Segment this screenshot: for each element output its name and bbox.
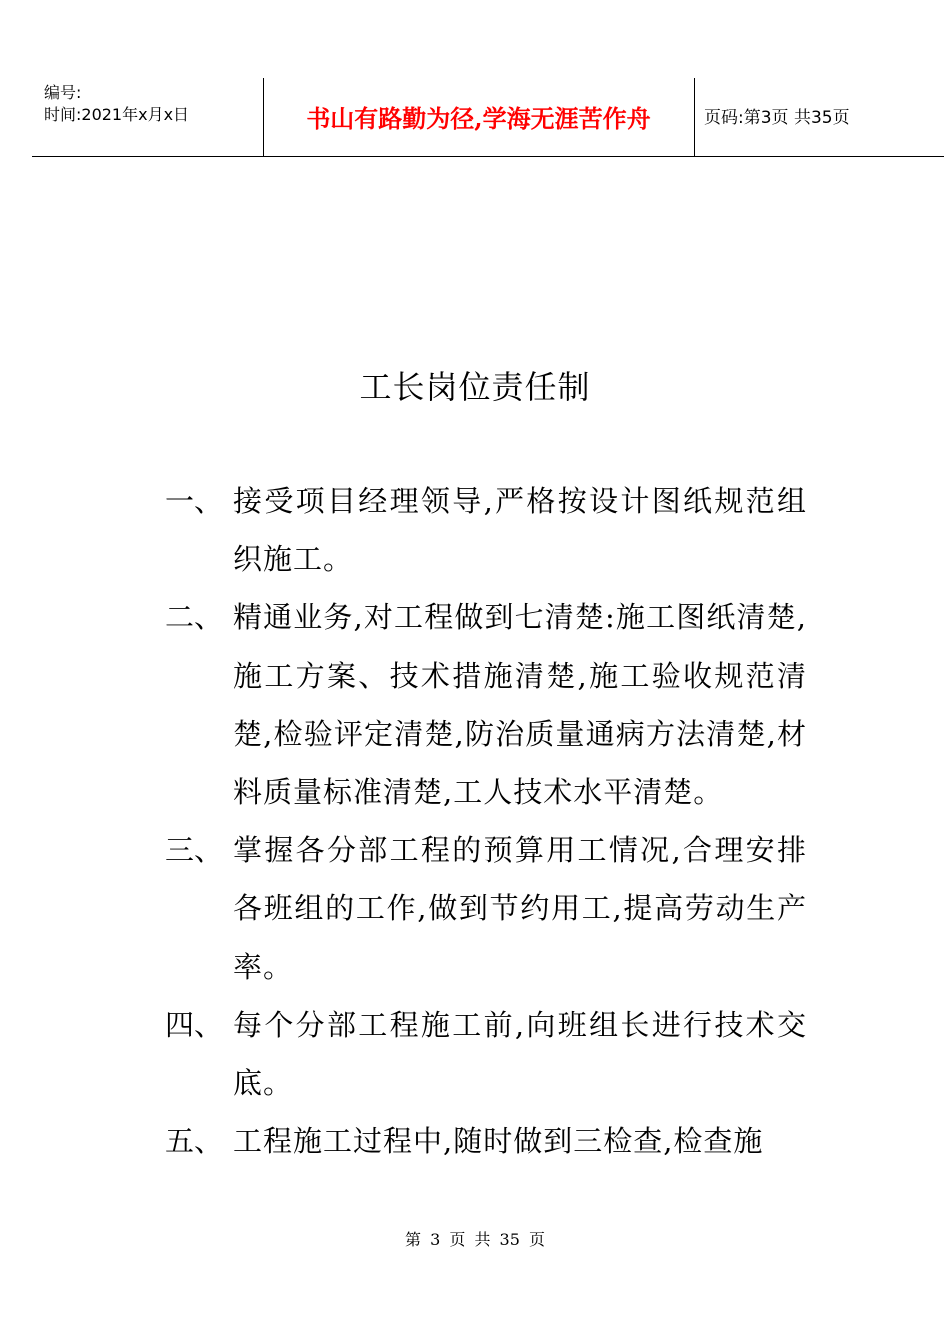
list-item	[165, 588, 815, 821]
header-motto: 书山有路勤为径,学海无涯苦作舟	[306, 104, 651, 133]
list-item	[165, 821, 815, 996]
header-meta	[44, 82, 189, 126]
number-label: 编号:	[44, 83, 82, 102]
list-item-marker: 一、	[165, 484, 224, 518]
list-item-text: 工程施工过程中,随时做到三检查,检查施	[233, 1124, 764, 1159]
list-item	[165, 996, 815, 1112]
header-divider	[694, 78, 695, 156]
duty-list	[165, 472, 815, 1170]
page-footer: 第 3 页 共 35 页	[405, 1230, 545, 1249]
list-item-text: 掌握各分部工程的预算用工情况,合理安排各班组的工作,做到节约用工,提高劳动生产率。	[233, 833, 807, 984]
list-item-text: 接受项目经理领导,严格按设计图纸规范组织施工。	[233, 484, 807, 577]
list-item	[165, 472, 815, 588]
time-label: 时间:2021年x月x日	[44, 105, 190, 124]
document-title: 工长岗位责任制	[359, 368, 591, 406]
list-item-marker: 四、	[165, 1007, 224, 1042]
list-item-marker: 五、	[165, 1124, 224, 1159]
list-item-text: 每个分部工程施工前,向班组长进行技术交底。	[233, 1007, 807, 1101]
header-page-info: 页码:第3页 共35页	[704, 108, 850, 128]
list-item	[165, 1112, 815, 1170]
list-item-text: 精通业务,对工程做到七清楚:施工图纸清楚,施工方案、技术措施清楚,施工验收规范清楚,检验评定清楚,防治质量通病方法清楚,材料质量标准清楚,工人技术水平清楚。	[233, 600, 807, 810]
list-item-marker: 二、	[165, 600, 224, 635]
list-item-marker: 三、	[165, 833, 224, 868]
page-header	[32, 78, 944, 157]
